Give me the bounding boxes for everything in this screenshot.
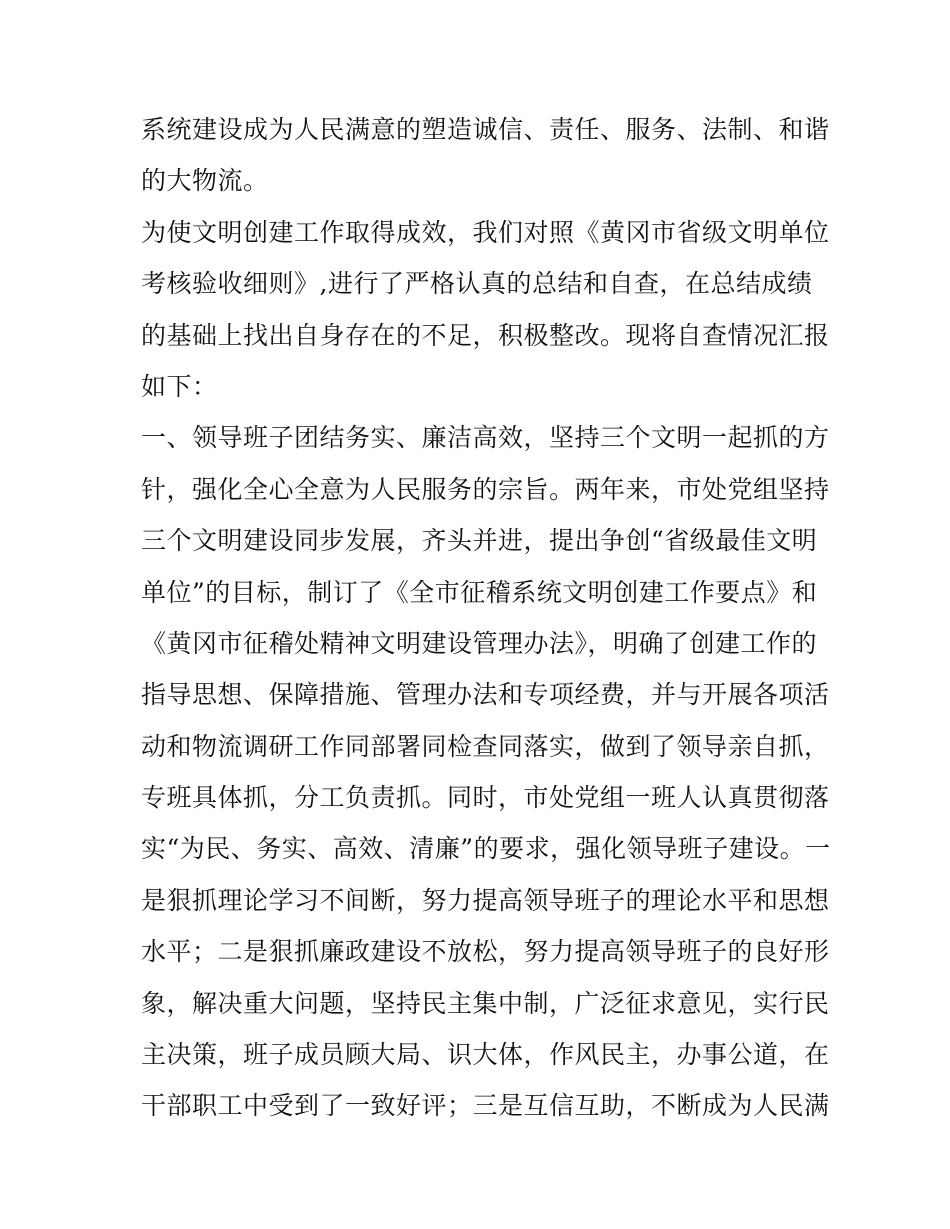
- text-line-15: 实“为民、务实、高效、清廉”的要求，强化领导班子建设。一: [141, 834, 831, 864]
- text-line-19: 主决策，班子成员顾大局、识大体，作风民主，办事公道，在: [141, 1040, 830, 1070]
- text-line-1: 系统建设成为人民满意的塑造诚信、责任、服务、法制、和谐: [141, 115, 830, 144]
- text-line-9: 三个文明建设同步发展，齐头并进，提出争创“省级最佳文明: [141, 526, 818, 556]
- text-line-7: 一、领导班子团结务实、廉洁高效，坚持三个文明一起抓的方: [141, 423, 830, 453]
- text-line-12: 指导思想、保障措施、管理办法和专项经费，并与开展各项活: [141, 680, 830, 710]
- body-text: [141, 104, 831, 1132]
- text-line-14: 专班具体抓，分工负责抓。同时，市处党组一班人认真贯彻落: [141, 783, 830, 813]
- text-line-6: 如下：: [141, 371, 218, 401]
- text-line-18: 象，解决重大问题，坚持民主集中制，广泛征求意见，实行民: [141, 988, 830, 1018]
- text-line-16: 是狠抓理论学习不间断，努力提高领导班子的理论水平和思想: [141, 885, 830, 915]
- text-line-10: 单位”的目标，制订了《全市征稽系统文明创建工作要点》和: [141, 577, 818, 607]
- text-line-13: 动和物流调研工作同部署同检查同落实，做到了领导亲自抓，: [141, 731, 830, 761]
- text-line-5: 的基础上找出自身存在的不足，积极整改。现将自查情况汇报: [141, 320, 830, 350]
- text-line-11: 《黄冈市征稽处精神文明建设管理办法》，明确了创建工作的: [141, 628, 818, 658]
- text-line-4: 考核验收细则》,进行了严格认真的总结和自查，在总结成绩: [141, 269, 813, 299]
- text-line-17: 水平；二是狠抓廉政建设不放松，努力提高领导班子的良好形: [141, 937, 830, 967]
- text-line-8: 针，强化全心全意为人民服务的宗旨。两年来，市处党组坚持: [141, 474, 830, 504]
- text-line-20: 干部职工中受到了一致好评；三是互信互助，不断成为人民满: [141, 1091, 830, 1121]
- text-line-2: 的大物流。: [141, 166, 269, 196]
- text-line-3: 为使文明创建工作取得成效，我们对照《黄冈市省级文明单位: [141, 217, 830, 247]
